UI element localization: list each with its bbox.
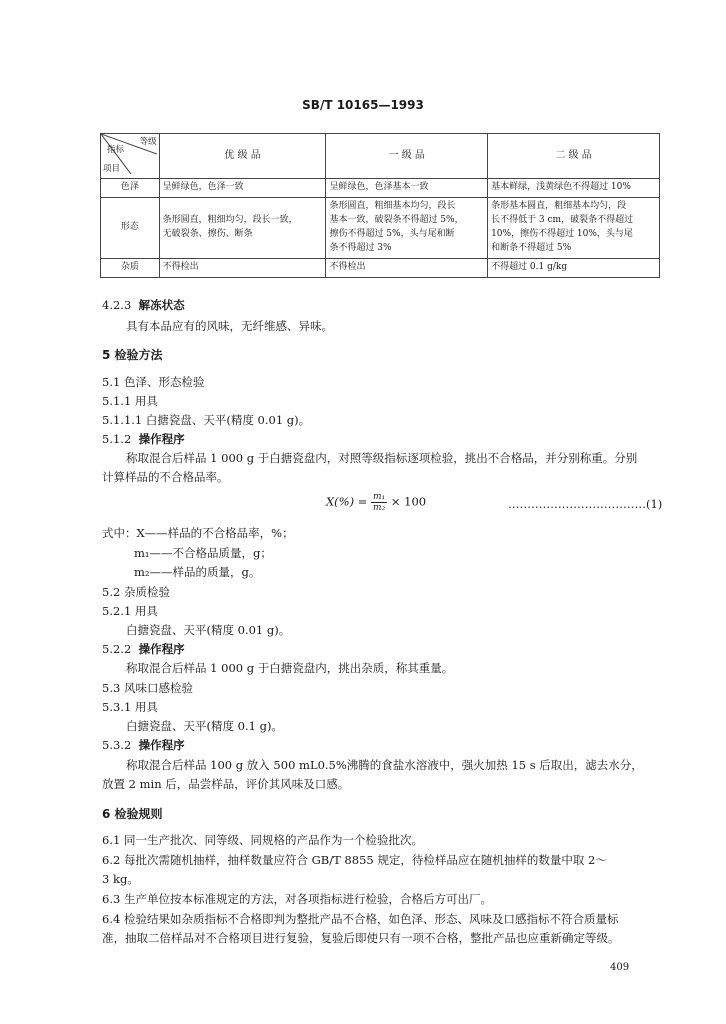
cell-line: 条不得超过 3% bbox=[329, 242, 392, 253]
section-5-1-heading: 5.1 色泽、形态检验 bbox=[102, 375, 205, 389]
section-5-heading: 5 检验方法 bbox=[102, 348, 163, 362]
table-cell: 不得超过 0.1 g/kg bbox=[488, 258, 660, 277]
section-6-4-text: 6.4 检验结果如杂质指标不合格即判为整批产品不合格，如色泽、形态、风味及口感指标不符合质量标 bbox=[102, 912, 619, 926]
section-title: 操作程序 bbox=[138, 738, 185, 752]
column-header-second: 二 级 品 bbox=[488, 134, 660, 179]
formula-1 bbox=[326, 492, 426, 513]
column-header-first: 一 级 品 bbox=[326, 134, 488, 179]
cell-line: 条形圆直，粗细均匀，段长一致， bbox=[162, 214, 298, 225]
table-cell bbox=[326, 197, 488, 258]
paragraph: 计算样品的不合格品率。 bbox=[102, 470, 229, 484]
formula-where-3: m₂——样品的质量，g。 bbox=[134, 565, 261, 579]
table-cell: 呈鲜绿色，色泽基本一致 bbox=[326, 179, 488, 198]
formula-where-2: m₁——不合格品质量，g； bbox=[134, 546, 272, 560]
formula-fraction bbox=[371, 492, 387, 513]
table-cell bbox=[159, 197, 326, 258]
cell-line: 条形基本圆直，粗细基本均匀，段 bbox=[491, 200, 627, 211]
corner-grade-label: 等级 bbox=[139, 137, 157, 147]
formula-rhs: × 100 bbox=[390, 494, 427, 509]
section-6-2-text: 6.2 每批次需随机抽样，抽样数量应符合 GB/T 8855 规定，待检样品应在随机抽样的数量中取 2～ bbox=[102, 853, 607, 867]
page-number: 409 bbox=[610, 962, 630, 973]
table-cell: 基本鲜绿，浅黄绿色不得超过 10% bbox=[488, 179, 660, 198]
section-4-2-3-heading bbox=[102, 297, 185, 313]
grade-table bbox=[100, 133, 660, 278]
cell-line: 无破裂条、擦伤、断条 bbox=[162, 228, 253, 239]
paragraph: 称取混合后样品 1 000 g 于白搪瓷盘内，对照等级指标逐项检验，挑出不合格品，并分别称重。分别 bbox=[126, 451, 638, 465]
cell-line: 基本一致，破裂条不得超过 5%， bbox=[329, 214, 464, 225]
formula-numerator: m₁ bbox=[373, 492, 386, 502]
table-cell bbox=[488, 197, 660, 258]
section-5-1-2-heading bbox=[102, 431, 185, 447]
cell-line: 长不得低于 3 cm，破裂条不得超过 bbox=[491, 214, 634, 225]
section-5-3-heading: 5.3 风味口感检验 bbox=[102, 681, 193, 695]
column-header-premium: 优 级 品 bbox=[159, 134, 326, 179]
section-number: 5.2.2 bbox=[102, 642, 132, 656]
corner-item-label: 项目 bbox=[103, 163, 121, 174]
paragraph: 白搪瓷盘、天平(精度 0.1 g)。 bbox=[126, 719, 283, 733]
section-title: 操作程序 bbox=[138, 432, 185, 446]
paragraph: 3 kg。 bbox=[102, 872, 139, 886]
cell-line: 擦伤不得超过 5%，头与尾和断 bbox=[329, 228, 455, 239]
section-6-3-text: 6.3 生产单位按本标准规定的方法，对各项指标进行检验，合格后方可出厂。 bbox=[102, 892, 492, 906]
section-5-1-1-heading: 5.1.1 用具 bbox=[102, 394, 158, 408]
row-label-color: 色泽 bbox=[101, 179, 160, 198]
cell-line: 条形圆直，粗细基本均匀，段长 bbox=[329, 200, 456, 211]
section-number: 5.3.2 bbox=[102, 738, 132, 752]
section-6-heading: 6 检验规则 bbox=[102, 807, 163, 821]
row-label-impurity: 杂质 bbox=[101, 258, 160, 277]
section-5-2-heading: 5.2 杂质检验 bbox=[102, 585, 170, 599]
cell-line: 10%，擦伤不得超过 10%，头与尾 bbox=[491, 228, 633, 239]
formula-number: ………………………………(1) bbox=[508, 497, 663, 511]
section-title: 解冻状态 bbox=[138, 298, 185, 312]
section-5-3-2-heading bbox=[102, 737, 185, 753]
formula-where-1: 式中：X——样品的不合格品率，%； bbox=[102, 526, 294, 540]
section-5-2-1-heading: 5.2.1 用具 bbox=[102, 604, 158, 618]
cell-line: 和断条不得超过 5% bbox=[491, 242, 572, 253]
paragraph: 称取混合后样品 100 g 放入 500 mL0.5%沸腾的食盐水溶液中，强火加热 15 s 后取出，滤去水分， bbox=[126, 758, 643, 772]
table-row bbox=[101, 197, 660, 258]
table-row bbox=[101, 179, 660, 198]
page-header: SB/T 10165—1993 bbox=[302, 98, 424, 112]
section-5-3-1-heading: 5.3.1 用具 bbox=[102, 700, 158, 714]
section-title: 操作程序 bbox=[138, 642, 185, 656]
table-corner-cell bbox=[101, 134, 160, 179]
section-5-2-2-heading bbox=[102, 641, 185, 657]
row-label-shape: 形态 bbox=[101, 197, 160, 258]
corner-indicator-label: 指标 bbox=[107, 145, 125, 155]
section-5-1-1-1-text: 5.1.1.1 白搪瓷盘、天平(精度 0.01 g)。 bbox=[102, 413, 311, 427]
paragraph: 放置 2 min 后，品尝样品，评价其风味及口感。 bbox=[102, 777, 350, 791]
paragraph: 称取混合后样品 1 000 g 于白搪瓷盘内，挑出杂质，称其重量。 bbox=[126, 661, 454, 675]
paragraph: 白搪瓷盘、天平(精度 0.01 g)。 bbox=[126, 623, 291, 637]
section-number: 4.2.3 bbox=[102, 298, 132, 312]
table-cell: 不得检出 bbox=[159, 258, 326, 277]
paragraph: 准，抽取二倍样品对不合格项目进行复验，复验后即使只有一项不合格，整批产品也应重新确定等级。 bbox=[102, 931, 620, 945]
table-cell: 呈鲜绿色，色泽一致 bbox=[159, 179, 326, 198]
table-header-row bbox=[101, 134, 660, 179]
formula-denominator: m₂ bbox=[373, 503, 386, 513]
paragraph: 具有本品应有的风味，无纤维感、异味。 bbox=[126, 319, 333, 333]
section-6-1-text: 6.1 同一生产批次、同等级、同规格的产品作为一个检验批次。 bbox=[102, 833, 423, 847]
table-cell: 不得检出 bbox=[326, 258, 488, 277]
formula-lhs: X(%) = bbox=[326, 494, 368, 509]
section-number: 5.1.2 bbox=[102, 432, 132, 446]
table-row bbox=[101, 258, 660, 277]
